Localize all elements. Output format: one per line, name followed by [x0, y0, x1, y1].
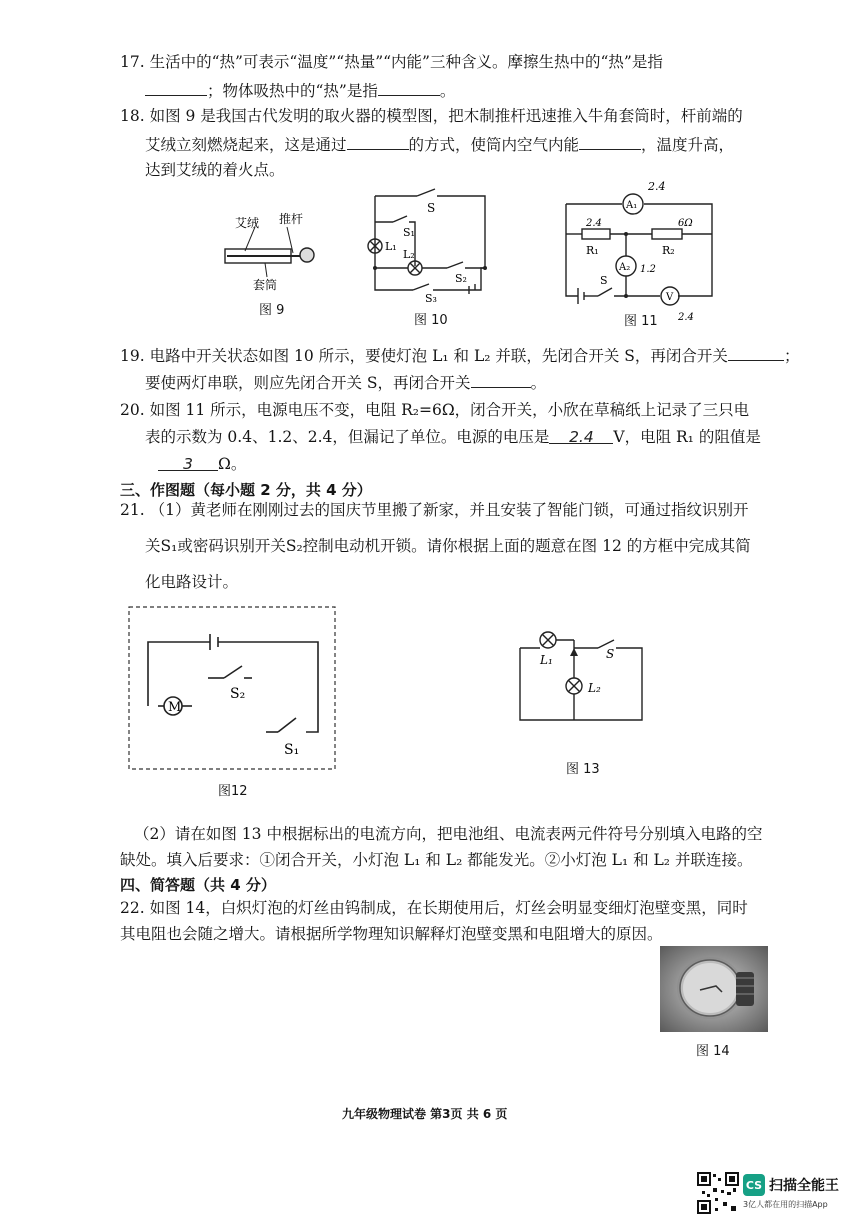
fig9-label-moxa: 艾绒 [235, 216, 260, 230]
fig11-caption: 图 11 [624, 314, 658, 329]
svg-text:L₂: L₂ [403, 248, 415, 261]
fig12-caption: 图12 [218, 784, 248, 799]
fig12-motor-label: M [168, 700, 182, 715]
svg-text:S₁: S₁ [403, 226, 415, 239]
svg-text:1.2: 1.2 [640, 264, 656, 275]
q18-line3: 达到艾绒的着火点。 [145, 161, 285, 179]
svg-text:L₁: L₁ [385, 240, 397, 253]
q19-blank2[interactable] [471, 371, 531, 388]
q20-blank2-answer[interactable]: 3 [158, 454, 218, 471]
svg-text:L₂: L₂ [588, 681, 601, 695]
q18-blank1[interactable] [347, 133, 409, 150]
q17-blank1[interactable] [145, 79, 207, 96]
svg-text:S₂: S₂ [230, 686, 246, 702]
q21-line1: 21. （1）黄老师在刚刚过去的国庆节里搬了新家，并且安装了智能门锁，可通过指纹识别开 [120, 501, 749, 519]
q21-part2-line2: 缺处。填入后要求：①闭合开关，小灯泡 L₁ 和 L₂ 都能发光。②小灯泡 L₁ 和 L₂ 并联连接。 [120, 851, 753, 869]
svg-text:A₁: A₁ [626, 200, 638, 211]
fig9-caption: 图 9 [259, 303, 285, 318]
fig9-label-tube: 套筒 [253, 278, 278, 292]
fig9-label-rod: 推杆 [279, 212, 304, 226]
q20-line3: 3 Ω。 [158, 454, 246, 474]
scanner-tagline: 3亿人都在用的扫描App [743, 1200, 828, 1209]
svg-text:S: S [606, 647, 615, 661]
svg-text:S₂: S₂ [455, 272, 467, 285]
svg-text:S₁: S₁ [284, 742, 300, 758]
q21-line2: 关S₁或密码识别开关S₂控制电动机开锁。请你根据上面的题意在图 12 的方框中完成其简 [145, 537, 751, 555]
scanner-app-name: 扫描全能王 [769, 1178, 839, 1194]
q21-line3: 化电路设计。 [145, 573, 239, 591]
figure-13-circuit[interactable] [514, 624, 654, 736]
svg-text:R₂: R₂ [662, 244, 675, 257]
q19-line1: 19. 电路中开关状态如图 10 所示，要使灯泡 L₁ 和 L₂ 并联，先闭合开关 S，再闭合开关 ； [120, 344, 799, 366]
svg-text:A₂: A₂ [619, 262, 631, 273]
q22-line2: 其电阻也会随之增大。请根据所学物理知识解释灯泡壁变黑和电阻增大的原因。 [120, 925, 663, 943]
svg-text:2.4: 2.4 [648, 180, 666, 193]
q21-part2-line1: （2）请在如图 13 中根据标出的电流方向，把电池组、电流表两元件符号分别填入电路的空 [134, 825, 763, 843]
svg-text:L₁: L₁ [540, 653, 553, 667]
section-4-title: 四、简答题（共 4 分） [120, 876, 276, 894]
svg-text:V: V [666, 292, 674, 303]
section-3-title: 三、作图题（每小题 2 分，共 4 分） [120, 481, 372, 499]
q22-line1: 22. 如图 14，白炽灯泡的灯丝由钨制成，在长期使用后，灯丝会明显变细灯泡壁变黑，同时 [120, 899, 748, 917]
q20-line2: 表的示数为 0.4、1.2、2.4，但漏记了单位。电源的电压是 2.4 V，电阻 R₁ 的阻值是 [145, 428, 761, 446]
fig13-caption: 图 13 [566, 762, 600, 777]
q18-line2: 艾绒立刻燃烧起来，这是通过 的方式，使筒内空气内能 ，温度升高， [145, 133, 734, 155]
q17-line2: ；物体吸热中的“热”是指 。 [145, 79, 455, 101]
q20-line1: 20. 如图 11 所示，电源电压不变，电阻 R₂=6Ω，闭合开关，小欣在草稿纸上记录了三只电 [120, 401, 750, 419]
svg-text:S: S [427, 201, 436, 215]
figure-14-bulb-photo [660, 946, 768, 1032]
qr-code-icon [697, 1172, 739, 1214]
figure-12-answer-box[interactable] [128, 606, 338, 772]
svg-text:6Ω: 6Ω [678, 218, 693, 229]
scanner-brand-badge [743, 1174, 839, 1196]
fig10-caption: 图 10 [414, 313, 448, 328]
q18-blank2[interactable] [579, 133, 641, 150]
q19-line2: 要使两灯串联，则应先闭合开关 S，再闭合开关 。 [145, 371, 546, 393]
svg-text:R₁: R₁ [586, 244, 599, 257]
q20-blank1-answer[interactable]: 2.4 [549, 427, 613, 444]
svg-text:S₃: S₃ [425, 292, 437, 305]
page-footer: 九年级物理试卷 第3页 共 6 页 [342, 1107, 508, 1121]
svg-text:2.4: 2.4 [586, 218, 602, 229]
fig14-caption: 图 14 [696, 1044, 730, 1059]
q17-blank2[interactable] [378, 79, 440, 96]
q19-blank1[interactable] [728, 344, 784, 361]
figure-9-fire-starter [215, 205, 325, 292]
svg-text:2.4: 2.4 [678, 312, 694, 323]
svg-text:S: S [600, 274, 608, 287]
q18-line1: 18. 如图 9 是我国古代发明的取火器的模型图，把木制推杆迅速推入牛角套筒时，杆前端的 [120, 107, 743, 125]
q17-line1: 17. 生活中的“热”可表示“温度”“热量”“内能”三种含义。摩擦生热中的“热”是指 [120, 53, 663, 71]
figure-10-circuit [355, 186, 490, 305]
camscanner-logo-icon: CS [743, 1174, 765, 1196]
